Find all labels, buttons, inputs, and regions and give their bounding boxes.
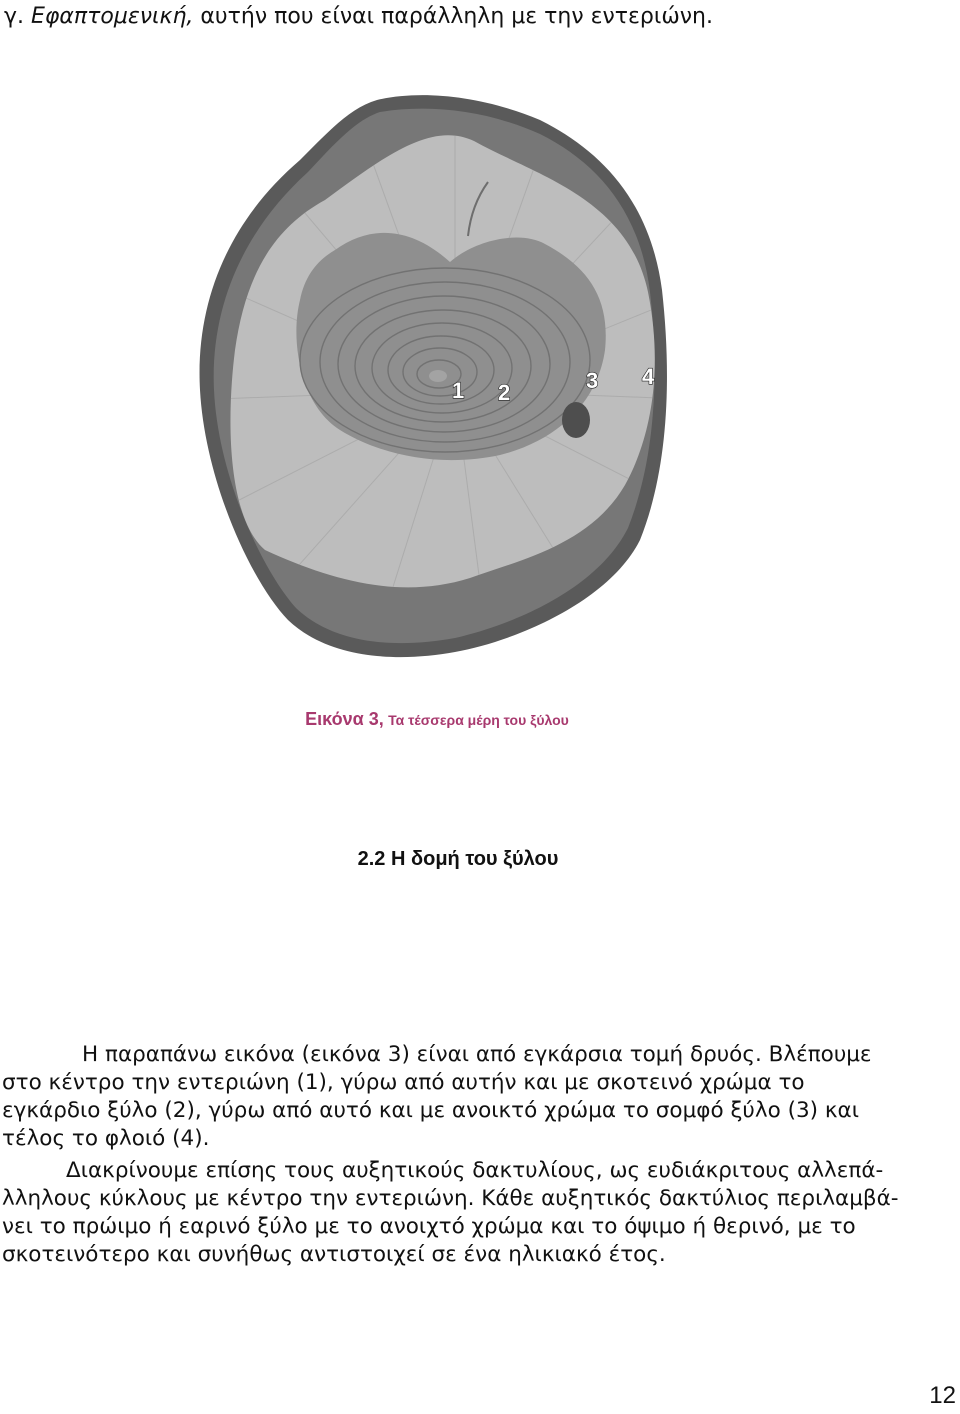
- text-line: στο κέντρο την εντεριώνη (1), γύρω από αυτήν και με σκοτεινό χρώμα το: [2, 1070, 805, 1095]
- pith-layer: [429, 370, 447, 382]
- paragraph-structure-description: [2, 1041, 942, 1153]
- knot-mark: [562, 402, 590, 438]
- text-line: σκοτεινότερο και συνήθως αντιστοιχεί σε ένα ηλικιακό έτος.: [2, 1242, 666, 1267]
- text-line: λληλους κύκλους με κέντρο την εντεριώνη. Κάθε αυξητικός δακτύλιος περιλαμβά-: [2, 1186, 899, 1211]
- figure-caption: [0, 709, 874, 730]
- term-tangential: Εφαπτομενική,: [31, 4, 194, 29]
- text-line: εγκάρδιο ξύλο (2), γύρω από αυτό και με ανοικτό χρώμα το σομφό ξύλο (3) και: [2, 1098, 859, 1123]
- text-line: Η παραπάνω εικόνα (εικόνα 3) είναι από εγκάρσια τομή δρυός. Βλέπουμε: [82, 1042, 872, 1067]
- text-line: τέλος το φλοιό (4).: [2, 1126, 210, 1151]
- label-1-pith: 1: [452, 378, 465, 403]
- section-heading: 2.2 Η δομή του ξύλου: [357, 848, 559, 870]
- paragraph-growth-rings: [2, 1157, 942, 1269]
- caption-number: Εικόνα 3,: [305, 709, 384, 729]
- label-4-bark: 4: [642, 364, 655, 389]
- wood-cross-section-figure: [0, 0, 960, 700]
- label-3-sapwood: 3: [586, 368, 599, 393]
- list-marker: γ.: [4, 4, 25, 29]
- label-2-heartwood: 2: [498, 380, 511, 405]
- text-line: Διακρίνουμε επίσης τους αυξητικούς δακτυλίους, ως ευδιάκριτους αλλεπά-: [66, 1158, 884, 1183]
- definition-text: αυτήν που είναι παράλληλη με την εντεριώνη.: [200, 4, 713, 29]
- page-number: 12: [929, 1382, 956, 1409]
- text-line: νει το πρώιμο ή εαρινό ξύλο με το ανοιχτό χρώμα και το όψιμο ή θερινό, με το: [2, 1214, 856, 1239]
- caption-description: Τα τέσσερα μέρη του ξύλου: [388, 712, 569, 728]
